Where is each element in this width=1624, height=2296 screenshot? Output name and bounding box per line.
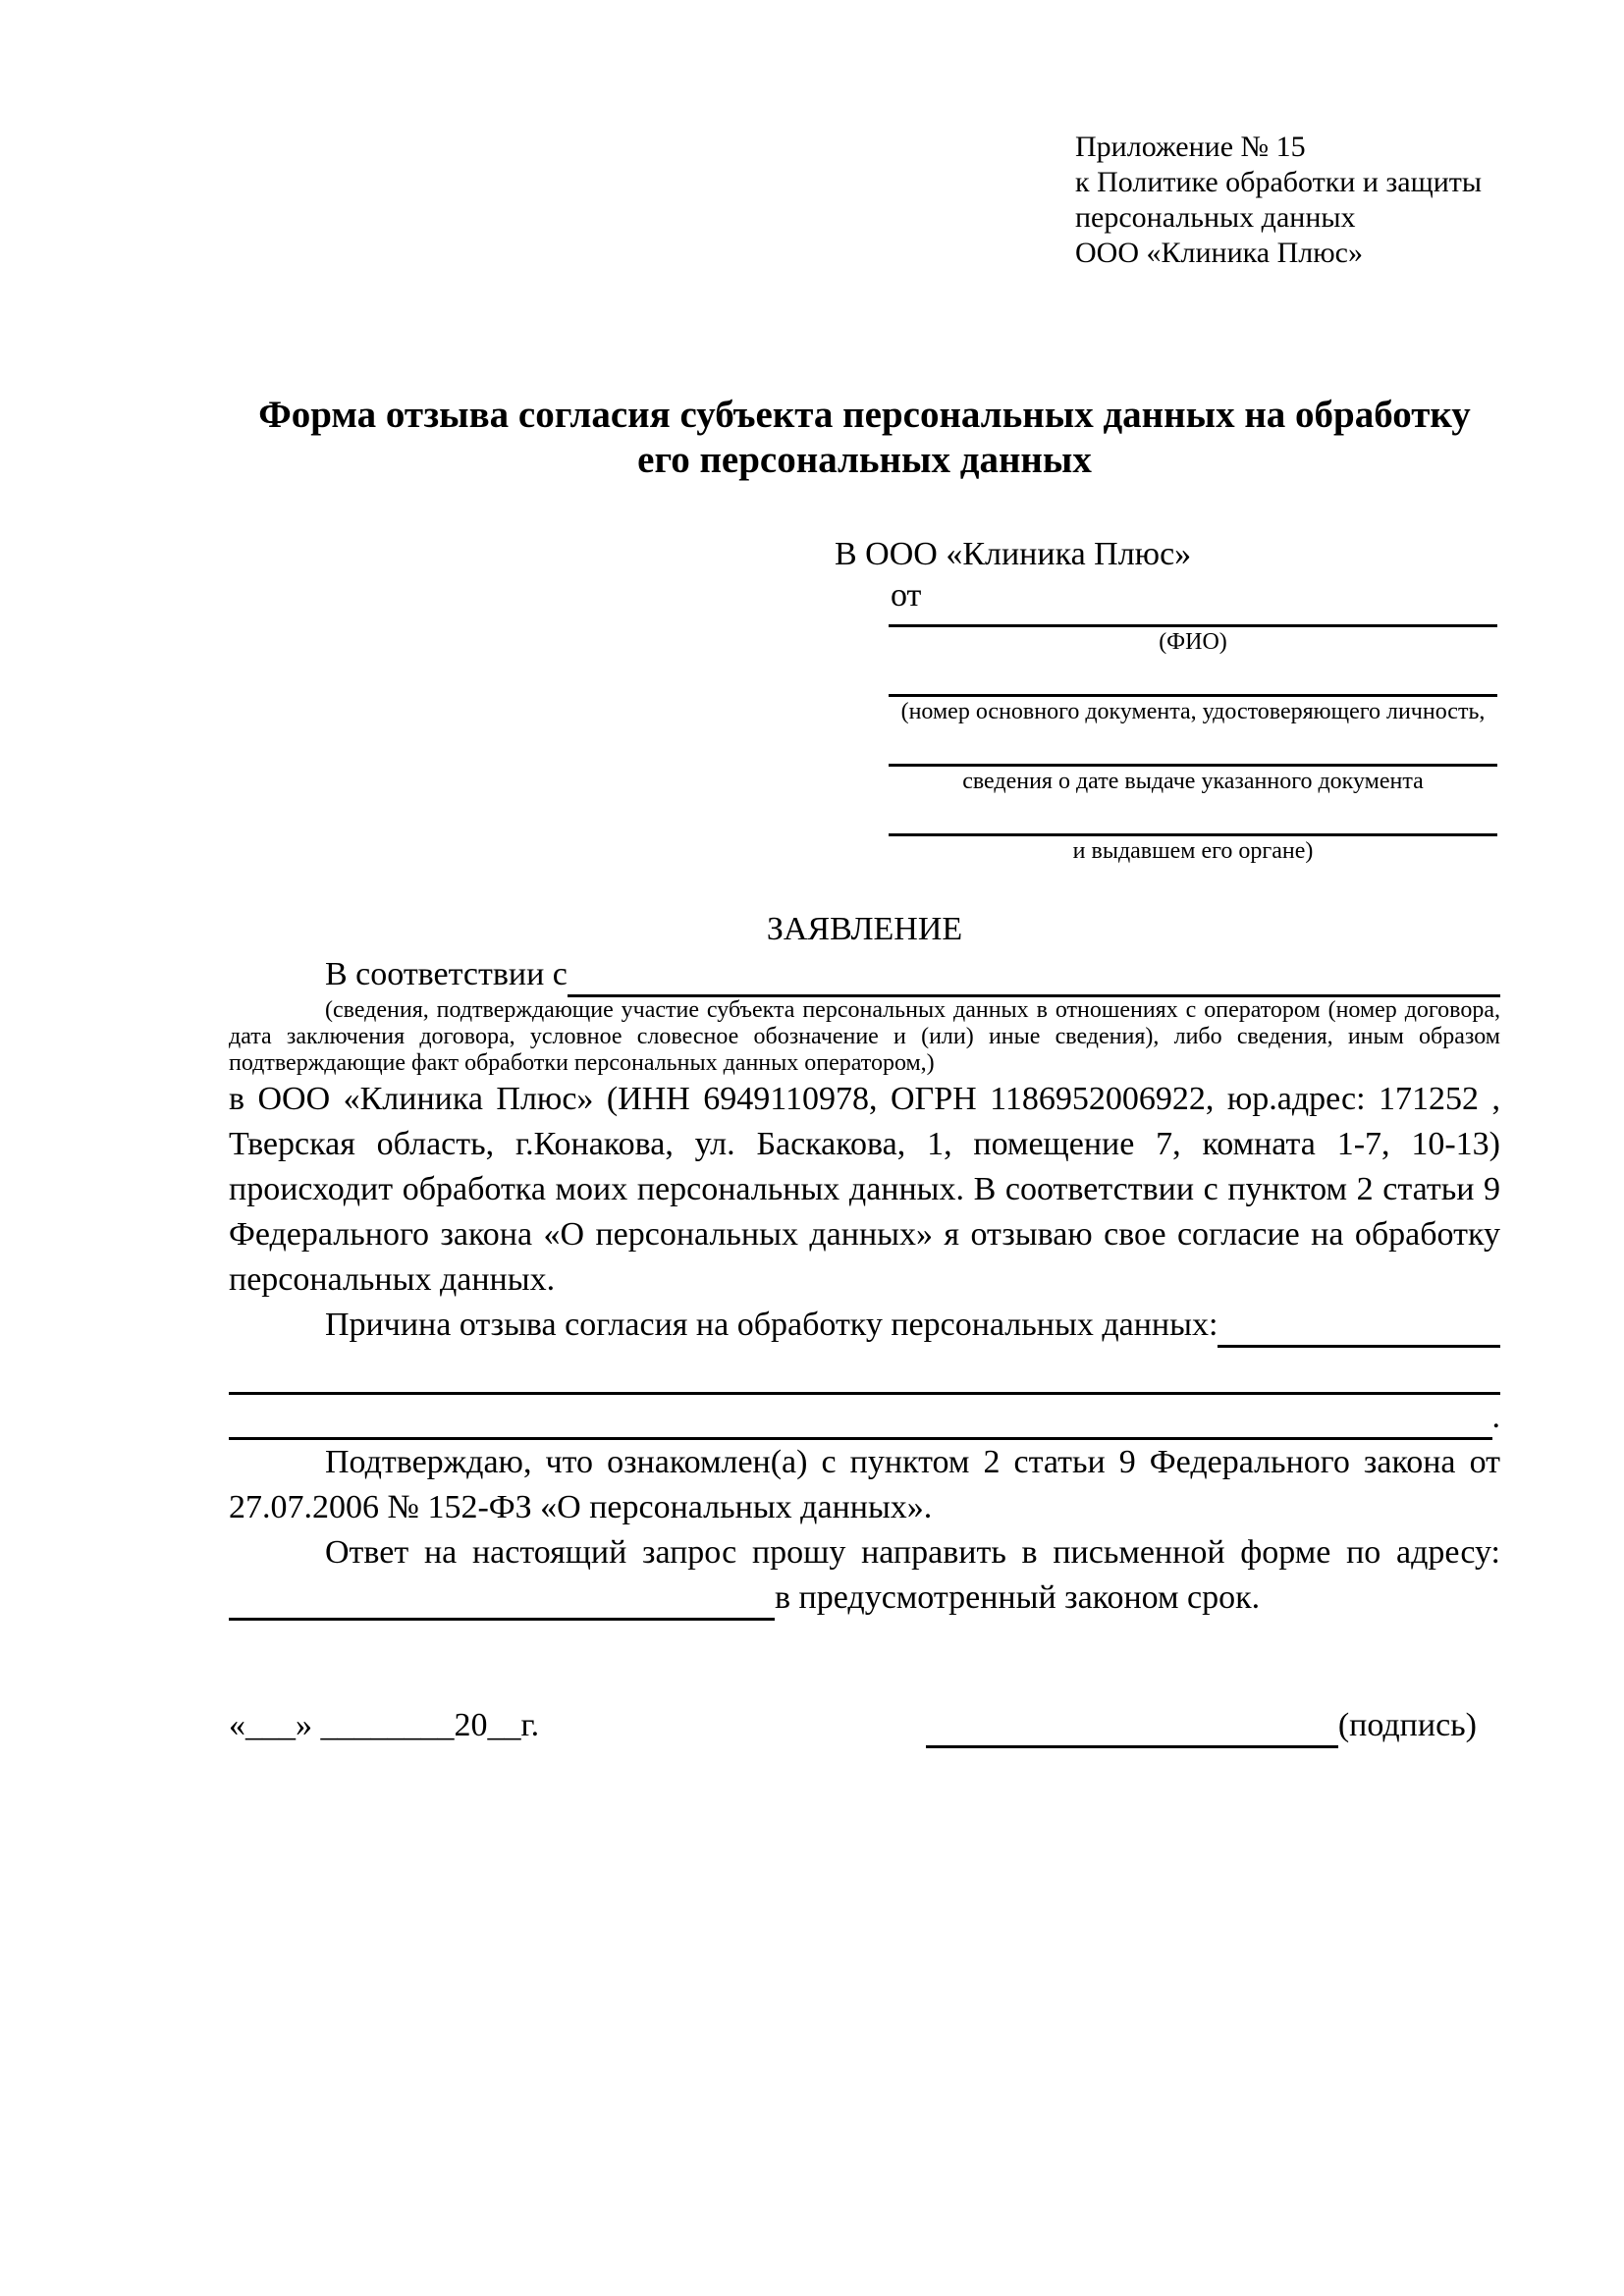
appendix-header-line: Приложение № 15 bbox=[1075, 131, 1306, 163]
reason-blank-line-3 bbox=[229, 1400, 1492, 1440]
footer-row bbox=[229, 1703, 1500, 1748]
appendix-header-line: ООО «Клиника Плюс» bbox=[1075, 237, 1363, 269]
issue-date-blank-line bbox=[889, 726, 1497, 767]
accordance-prefix: В соответствии с bbox=[325, 956, 568, 992]
issuing-authority-blank-line bbox=[889, 796, 1497, 836]
statement-heading: ЗАЯВЛЕНИЕ bbox=[766, 911, 963, 947]
fio-blank-line bbox=[889, 614, 1497, 627]
form-title-line-2: его персональных данных bbox=[637, 439, 1092, 481]
id-document-blank-line bbox=[889, 657, 1497, 697]
confirmation-paragraph: Подтверждаю, что ознакомлен(а) с пунктом 2 статьи 9 Федерального закона от 27.07.2006 № 152-ФЗ «О персональных данных». bbox=[229, 1444, 1500, 1525]
addressee-block bbox=[835, 532, 1498, 866]
reply-suffix: в предусмотренный законом срок. bbox=[775, 1579, 1261, 1616]
statement-body: в ООО «Клиника Плюс» (ИНН 6949110978, ОГРН 1186952006922, юр.адрес: 171252 , Тверская область, г.Конакова, ул. Баскакова, 1, помещение 7, комната 1-7, 10-13) происходит обработка моих персональных данных. В соответствии с пунктом 2 статьи 9 Федерального закона «О персональных данных» я отзываю свое согласие на обработку персональных данных. bbox=[229, 1081, 1500, 1298]
issuing-authority-caption: и выдавшем его органе) bbox=[1072, 838, 1314, 864]
issue-date-field bbox=[889, 726, 1497, 796]
addressee-from-label: от bbox=[891, 577, 922, 614]
fio-caption: (ФИО) bbox=[1159, 629, 1227, 655]
form-title bbox=[229, 393, 1500, 483]
accordance-row bbox=[229, 952, 1500, 997]
reply-paragraph: Ответ на настоящий запрос прошу направить в письменной форме по адресу: bbox=[325, 1534, 1500, 1571]
appendix-header-line: персональных данных bbox=[1075, 201, 1356, 234]
fio-field bbox=[889, 614, 1497, 657]
reply-address-row bbox=[229, 1575, 1500, 1621]
signature-caption: (подпись) bbox=[1337, 1707, 1477, 1743]
reason-prefix: Причина отзыва согласия на обработку персональных данных: bbox=[325, 1307, 1218, 1343]
accordance-note: (сведения, подтверждающие участие субъекта персональных данных в отношениях с оператором (номер договора, дата заключения договора, условное словесное обозначение и (или) иные сведения), либо сведения, иным образом подтверждающие факт обработки персональных данных оператором,) bbox=[229, 997, 1500, 1076]
reason-blank-row-3 bbox=[229, 1395, 1500, 1440]
appendix-header bbox=[1075, 130, 1500, 271]
reason-blank-line-2 bbox=[229, 1348, 1500, 1395]
reason-blank-line bbox=[1218, 1308, 1500, 1348]
document-content bbox=[229, 0, 1500, 1748]
signature-blank-line bbox=[926, 1708, 1338, 1748]
id-document-field bbox=[889, 657, 1497, 726]
issue-date-caption: сведения о дате выдаче указанного документа bbox=[962, 769, 1424, 794]
issuing-authority-field bbox=[889, 796, 1497, 866]
signature-group bbox=[926, 1703, 1477, 1748]
reason-row bbox=[229, 1303, 1500, 1348]
form-title-line-1: Форма отзыва согласия субъекта персональных данных на обработку bbox=[258, 394, 1471, 436]
id-document-caption: (номер основного документа, удостоверяющего личность, bbox=[900, 699, 1486, 724]
addressee-to: В ООО «Клиника Плюс» bbox=[835, 536, 1192, 572]
reason-period: . bbox=[1491, 1399, 1500, 1435]
appendix-header-line: к Политике обработки и защиты bbox=[1075, 166, 1483, 198]
date-blank: «___» ________20__г. bbox=[229, 1707, 540, 1743]
accordance-blank-line bbox=[568, 957, 1500, 997]
reply-address-blank-line bbox=[229, 1580, 775, 1621]
